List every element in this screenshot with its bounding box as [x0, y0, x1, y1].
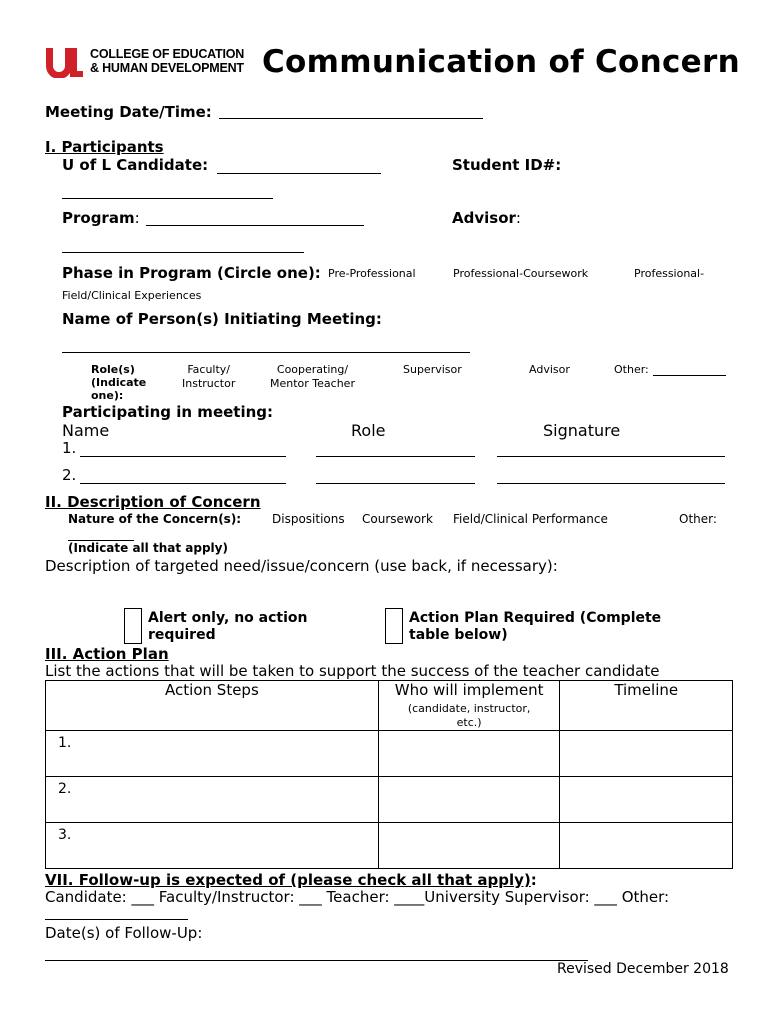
action-plan-header-row	[46, 681, 733, 731]
nature-option-dispositions[interactable]: Dispositions	[272, 512, 345, 526]
participating-label: Participating in meeting:	[62, 403, 274, 421]
participant-2-name-field[interactable]	[80, 483, 286, 484]
revised-date: Revised December 2018	[557, 961, 729, 977]
roles-label	[91, 363, 146, 402]
indicate-note: (Indicate all that apply)	[68, 541, 228, 555]
column-name: Name	[62, 421, 110, 440]
phase-option-coursework[interactable]: Professional-Coursework	[453, 267, 589, 280]
phase-option-preprofessional[interactable]: Pre-Professional	[328, 267, 416, 280]
who-3-cell[interactable]	[378, 823, 560, 869]
followup-heading-wrap	[45, 871, 537, 889]
page-title: Communication of Concern	[262, 44, 740, 80]
advisor-label-wrap	[452, 209, 521, 227]
nature-option-field[interactable]: Field/Clinical Performance	[453, 512, 608, 526]
role-supervisor[interactable]: Supervisor	[403, 363, 462, 376]
timeline-2-cell[interactable]	[560, 777, 733, 823]
alert-only-checkbox[interactable]	[124, 608, 142, 644]
phase-option-field-continued: Field/Clinical Experiences	[62, 289, 202, 302]
header-who-sub1: (candidate, instructor,	[407, 702, 531, 715]
role-cooperating-line1: Cooperating/	[276, 363, 349, 376]
initiator-field[interactable]	[62, 352, 470, 353]
role-cooperating-line2: Mentor Teacher	[270, 377, 355, 390]
alert-only-label	[148, 610, 308, 644]
participants-heading: I. Participants	[45, 138, 164, 156]
column-signature: Signature	[543, 421, 621, 440]
advisor-colon: :	[515, 209, 521, 227]
uofl-logo-icon	[44, 46, 84, 78]
followup-heading-colon: :	[530, 871, 537, 889]
targeted-description-label: Description of targeted need/issue/concern (use back, if necessary):	[45, 557, 558, 575]
table-row	[46, 731, 733, 777]
timeline-3-cell[interactable]	[560, 823, 733, 869]
meeting-date-label: Meeting Date/Time:	[45, 103, 212, 121]
candidate-label: U of L Candidate:	[62, 156, 209, 174]
phase-option-field[interactable]: Professional-	[634, 267, 705, 280]
role-faculty-line1: Faculty/	[187, 363, 231, 376]
advisor-label: Advisor	[452, 209, 516, 227]
role-advisor[interactable]: Advisor	[529, 363, 570, 376]
action-step-1-cell[interactable]: 1.	[46, 731, 379, 777]
followup-dates-field[interactable]	[45, 960, 588, 961]
header-timeline: Timeline	[560, 681, 733, 731]
college-name	[90, 47, 244, 75]
program-colon: :	[134, 209, 140, 227]
followup-dates-label: Date(s) of Follow-Up:	[45, 924, 203, 942]
program-field[interactable]	[146, 225, 364, 226]
alert-only-line2: required	[148, 627, 216, 643]
action-plan-required-label	[409, 610, 661, 644]
candidate-field[interactable]	[217, 173, 381, 174]
phase-label: Phase in Program (Circle one):	[62, 264, 321, 282]
initiator-label: Name of Person(s) Initiating Meeting:	[62, 310, 382, 328]
roles-label-line2: (Indicate	[91, 376, 147, 389]
action-plan-heading: III. Action Plan	[45, 645, 169, 663]
student-id-label: Student ID#:	[452, 156, 562, 174]
timeline-1-cell[interactable]	[560, 731, 733, 777]
header-action-steps: Action Steps	[46, 681, 379, 731]
action-plan-required-line1: Action Plan Required (Complete	[409, 610, 662, 626]
table-row	[46, 777, 733, 823]
program-label: Program	[62, 209, 135, 227]
header-who-sub2: etc.)	[456, 716, 482, 729]
participant-1-role-field[interactable]	[316, 456, 475, 457]
college-name-line1: COLLEGE OF EDUCATION	[90, 47, 245, 61]
nature-option-coursework[interactable]: Coursework	[362, 512, 433, 526]
role-cooperating[interactable]	[270, 363, 355, 391]
participant-1-name-field[interactable]	[80, 456, 286, 457]
roles-label-line3: one):	[91, 389, 124, 402]
action-step-2-cell[interactable]: 2.	[46, 777, 379, 823]
alert-only-line1: Alert only, no action	[148, 610, 308, 626]
roles-label-line1: Role(s)	[91, 363, 135, 376]
participant-1-signature-field[interactable]	[497, 456, 725, 457]
followup-checklist[interactable]: Candidate: ___ Faculty/Instructor: ___ Teacher: ____University Supervisor: ___ Other:	[45, 888, 670, 906]
action-plan-required-checkbox[interactable]	[385, 608, 403, 644]
role-other[interactable]: Other:	[614, 363, 649, 376]
advisor-field[interactable]	[62, 252, 304, 253]
participant-2-signature-field[interactable]	[497, 483, 725, 484]
college-name-line2: & HUMAN DEVELOPMENT	[90, 61, 244, 75]
role-other-field[interactable]	[653, 375, 726, 376]
followup-heading: VII. Follow-up is expected of (please check all that apply)	[45, 871, 531, 889]
header-who	[378, 681, 560, 731]
role-faculty-line2: Instructor	[182, 377, 236, 390]
description-heading: II. Description of Concern	[45, 493, 261, 511]
nature-option-other[interactable]: Other:	[679, 512, 717, 526]
meeting-date-field[interactable]	[219, 118, 483, 119]
program-label-wrap	[62, 209, 140, 227]
student-id-field[interactable]	[62, 198, 273, 199]
header-who-label: Who will implement	[394, 681, 544, 699]
participant-row-1-number: 1.	[62, 439, 77, 457]
followup-other-field[interactable]	[45, 919, 188, 920]
svg-text:OF: OF	[57, 65, 66, 71]
action-step-3-cell[interactable]: 3.	[46, 823, 379, 869]
role-faculty[interactable]	[182, 363, 235, 391]
table-row	[46, 823, 733, 869]
nature-label: Nature of the Concern(s):	[68, 512, 242, 526]
action-plan-table	[45, 680, 733, 869]
action-plan-required-line2: table below)	[409, 627, 508, 643]
who-2-cell[interactable]	[378, 777, 560, 823]
who-1-cell[interactable]	[378, 731, 560, 777]
participant-2-role-field[interactable]	[316, 483, 475, 484]
column-role: Role	[351, 421, 386, 440]
action-plan-intro: List the actions that will be taken to support the success of the teacher candidate	[45, 662, 660, 680]
participant-row-2-number: 2.	[62, 466, 77, 484]
